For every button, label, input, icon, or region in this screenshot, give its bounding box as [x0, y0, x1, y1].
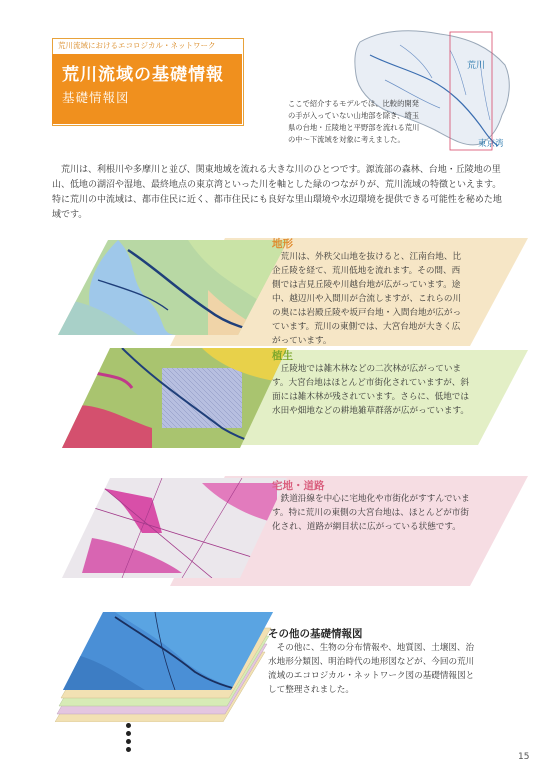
- header-tag: 荒川流域におけるエコロジカル・ネットワーク: [58, 41, 216, 50]
- page-title: 荒川流域の基礎情報: [62, 65, 224, 85]
- section-body-residential: 鉄道沿線を中心に宅地化や市街化がすすんでいます。特に荒川の東側の大宮台地は、ほとんどが市街化され、道路が網目状に広がっている状態です。: [272, 494, 470, 532]
- section-title-residential: 宅地・道路: [272, 480, 325, 492]
- section-body-other: その他に、生物の分布情報や、地質図、土壌図、治水地形分類図、明治時代の地形図などが、今回の荒川流域のエコロジカル・ネットワーク図の基礎情報図として整理されました。: [268, 643, 475, 695]
- intro-text: 荒川は、利根川や多摩川と並び、関東地域を流れる大きな川のひとつです。源流部の森林、台地・丘陵地の里山、低地の湖沼や湿地、最終地点の東京湾といった川を軸とした緑のつながりが、荒川流域の特徴といえます。特に荒川の中流域は、都市住民に近く、都市住民にも良好な里山環境や水辺環境を提供できる可能性を秘めた地域です。: [52, 165, 502, 220]
- section-body-terrain: 荒川は、外秩父山地を抜けると、江南台地、比企丘陵を経て、荒川低地を流れます。その間、西側では吉見丘陵や川越台地が広がっています。途中、越辺川や入間川が合流しますが、これらの川の奥には岩殿丘陵や坂戸台地・入間台地が広がっています。荒川の東側では、大宮台地が大きく広がっています。: [272, 252, 462, 346]
- page-subtitle: 基礎情報図: [62, 90, 130, 105]
- page-number: 15: [518, 752, 530, 762]
- section-title-terrain: 地形: [272, 238, 293, 250]
- map-label-river: 荒川: [467, 61, 486, 71]
- section-body-vegetation: 丘陵地では雑木林などの二次林が広がっています。大宮台地はほとんど市街化されていますが、斜面には雑木林が残されています。さらに、低地では水田や畑地などの耕地雑草群落が広がっています。: [272, 364, 469, 416]
- map-note: ここで紹介するモデルでは、比較的開発の手が入っていない山地部を除き、埼玉県の台地・丘陵地と平野部を流れる荒川の中～下流域を対象に考えました。: [288, 99, 420, 144]
- terrain-map: [58, 240, 288, 335]
- map-label-bay: 東京湾: [478, 139, 504, 149]
- section-title-vegetation: 植生: [272, 350, 293, 362]
- vegetation-map: [62, 348, 287, 448]
- stacked-maps: [55, 612, 285, 722]
- residential-map: [62, 478, 287, 578]
- continuation-dots: [126, 723, 132, 755]
- section-title-other: その他の基礎情報図: [268, 628, 363, 640]
